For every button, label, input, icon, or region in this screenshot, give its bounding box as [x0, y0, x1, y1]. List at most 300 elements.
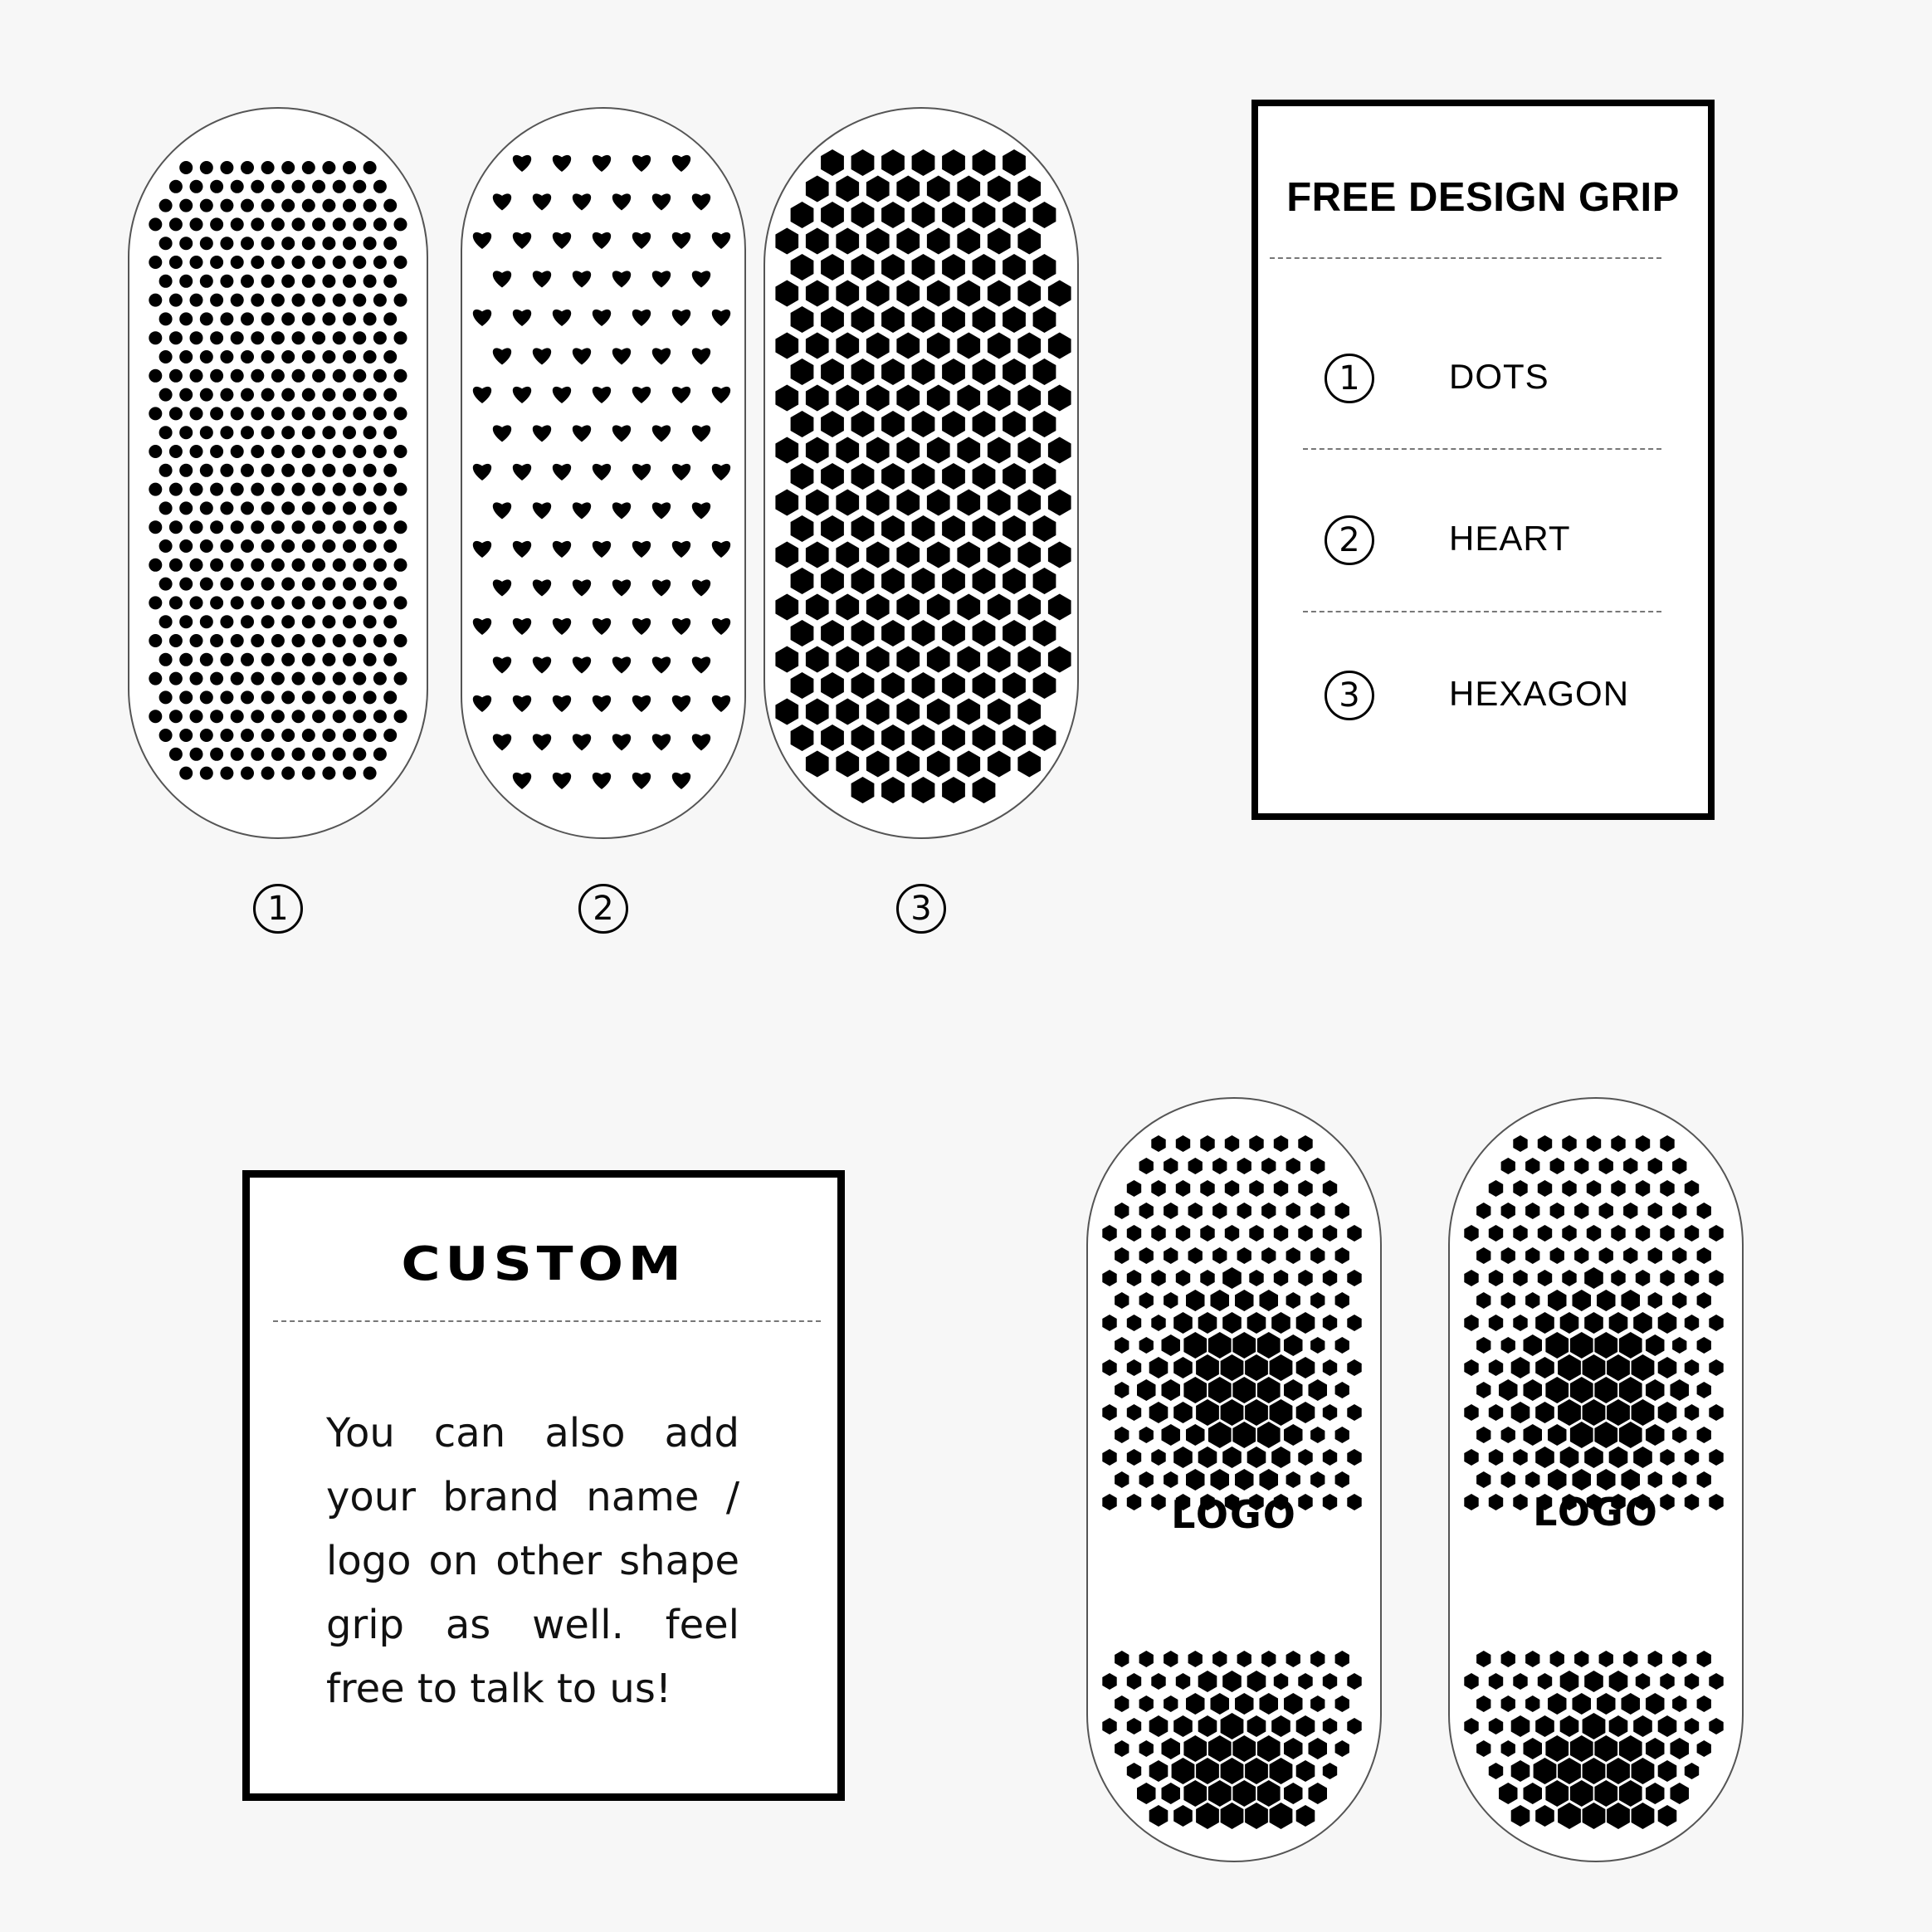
sample-label-dots: 1 [253, 884, 303, 934]
grip-dot [394, 520, 407, 534]
grip-dot [292, 559, 305, 572]
grip-dot [271, 520, 285, 534]
grip-dot [394, 634, 407, 647]
grip-dot [281, 729, 295, 742]
grip-dot [251, 256, 264, 269]
grip-dot [271, 369, 285, 383]
grip-dot [394, 369, 407, 383]
grip-dot [373, 596, 387, 609]
grip-dot [271, 331, 285, 344]
grip-dot [271, 180, 285, 193]
grip-dot [322, 729, 335, 742]
grip-card-title: FREE DESIGN GRIP [1286, 175, 1680, 220]
grip-dot [322, 426, 335, 439]
grip-dot [302, 388, 315, 402]
grip-dot [261, 690, 275, 704]
grip-dot [383, 539, 397, 553]
grip-dot [383, 578, 397, 591]
grip-dot [281, 388, 295, 402]
grip-dot [200, 615, 213, 628]
free-design-grip-card [1251, 100, 1715, 820]
grip-dot [251, 748, 264, 761]
grip-dot [261, 161, 275, 174]
grip-dot [353, 180, 366, 193]
grip-dot [251, 483, 264, 496]
grip-dot [190, 520, 203, 534]
grip-dot [363, 539, 377, 553]
grip-dot [220, 501, 233, 515]
grip-dot [159, 199, 173, 212]
grip-dot [169, 445, 183, 458]
grip-dot [363, 161, 377, 174]
grip-dot [261, 615, 275, 628]
grip-dot [373, 520, 387, 534]
grip-dot [231, 407, 244, 420]
grip-dot [394, 559, 407, 572]
grip-dot [333, 407, 346, 420]
grip-dot [210, 520, 223, 534]
grip-dot [220, 199, 233, 212]
divider [1303, 611, 1661, 612]
grip-dot [394, 407, 407, 420]
grip-dot [312, 748, 325, 761]
grip-dot [220, 464, 233, 477]
grip-dot [322, 161, 335, 174]
grip-dot [383, 426, 397, 439]
grip-dot [292, 672, 305, 685]
grip-dot [190, 634, 203, 647]
grip-dot [159, 578, 173, 591]
grip-dot [353, 748, 366, 761]
grip-dot [373, 217, 387, 231]
divider [273, 1320, 821, 1322]
grip-dot [333, 559, 346, 572]
grip-dot [241, 161, 254, 174]
grip-dot [231, 672, 244, 685]
grip-dot [333, 445, 346, 458]
grip-dot [200, 690, 213, 704]
grip-dot [149, 217, 162, 231]
grip-dot [261, 275, 275, 288]
grip-dot [271, 748, 285, 761]
custom-card-body: You can also add your brand name / logo on other shape grip as well. feel free to talk to us! [326, 1410, 739, 1712]
grip-dot [302, 350, 315, 363]
grip-dot [322, 388, 335, 402]
grip-dot [333, 294, 346, 307]
grip-dot [210, 217, 223, 231]
grip-dot [251, 559, 264, 572]
grip-dot [333, 483, 346, 496]
grip-dot [333, 672, 346, 685]
grip-dot [281, 275, 295, 288]
grip-dot [190, 294, 203, 307]
grip-dot [302, 199, 315, 212]
grip-dot [220, 615, 233, 628]
grip-dot [241, 690, 254, 704]
grip-dot [231, 445, 244, 458]
grip-dot [190, 559, 203, 572]
grip-dot [251, 710, 264, 723]
grip-dot [271, 256, 285, 269]
option-dots [1258, 347, 1708, 413]
grip-dot [220, 388, 233, 402]
grip-dot [343, 199, 356, 212]
option-hexagon [1258, 664, 1708, 730]
grip-dot [373, 672, 387, 685]
grip-dot [281, 312, 295, 325]
grip-dot [169, 407, 183, 420]
grip-dot [149, 559, 162, 572]
grip-dot [312, 256, 325, 269]
grip-dot [302, 275, 315, 288]
grip-dot [241, 539, 254, 553]
grip-dot [373, 407, 387, 420]
grip-dot [200, 199, 213, 212]
grip-dot [394, 710, 407, 723]
grip-dot [363, 275, 377, 288]
grip-dot [210, 294, 223, 307]
grip-dot [363, 199, 377, 212]
grip-dot [231, 331, 244, 344]
grip-dot [373, 369, 387, 383]
grip-dot [373, 180, 387, 193]
grip-dot [322, 539, 335, 553]
grip-dot [322, 615, 335, 628]
grip-dot [241, 388, 254, 402]
grip-dot [159, 690, 173, 704]
grip-dot [343, 426, 356, 439]
grip-dot [200, 767, 213, 780]
sole-dots [129, 108, 427, 838]
grip-dot [343, 275, 356, 288]
grip-dot [363, 426, 377, 439]
grip-dot [190, 748, 203, 761]
grip-dot [149, 634, 162, 647]
grip-dot [159, 350, 173, 363]
grip-dot [190, 369, 203, 383]
grip-dot [169, 331, 183, 344]
grip-dot [251, 634, 264, 647]
grip-dot [373, 559, 387, 572]
grip-dot [179, 501, 193, 515]
grip-dot [210, 710, 223, 723]
grip-dot [271, 672, 285, 685]
grip-dot [302, 426, 315, 439]
grip-dot [200, 501, 213, 515]
grip-dot [241, 199, 254, 212]
grip-dot [159, 237, 173, 250]
grip-dot [261, 653, 275, 666]
grip-dot [210, 748, 223, 761]
grip-dot [383, 501, 397, 515]
grip-dot [281, 539, 295, 553]
grip-dot [169, 748, 183, 761]
grip-dot [149, 483, 162, 496]
grip-dot [261, 199, 275, 212]
grip-dot [312, 520, 325, 534]
grip-dot [179, 539, 193, 553]
grip-dot [394, 445, 407, 458]
grip-dot [343, 350, 356, 363]
grip-dot [394, 483, 407, 496]
grip-dot [322, 653, 335, 666]
grip-dot [251, 520, 264, 534]
grip-dot [200, 539, 213, 553]
grip-dot [312, 634, 325, 647]
grip-dot [220, 275, 233, 288]
grip-dot [241, 615, 254, 628]
grip-dot [261, 350, 275, 363]
grip-dot [333, 256, 346, 269]
grip-dot [200, 161, 213, 174]
grip-dot [353, 559, 366, 572]
grip-dot [343, 578, 356, 591]
grip-dot [271, 634, 285, 647]
grip-dot [383, 690, 397, 704]
grip-dot [322, 199, 335, 212]
grip-dot [292, 634, 305, 647]
grip-dot [312, 331, 325, 344]
grip-dot [251, 672, 264, 685]
grip-dot [241, 426, 254, 439]
grip-dot [179, 237, 193, 250]
sample-label-hexagon: 3 [896, 884, 946, 934]
grip-dot [281, 690, 295, 704]
grip-dot [312, 180, 325, 193]
grip-dot [271, 483, 285, 496]
grip-dot [363, 767, 377, 780]
grip-dot [292, 369, 305, 383]
grip-dot [394, 294, 407, 307]
grip-dot [373, 748, 387, 761]
grip-dot [292, 520, 305, 534]
grip-dot [363, 578, 377, 591]
grip-dot [220, 690, 233, 704]
grip-dot [383, 388, 397, 402]
grip-dot [373, 331, 387, 344]
grip-dot [261, 426, 275, 439]
grip-dot [231, 256, 244, 269]
grip-dot [281, 237, 295, 250]
grip-dot [241, 767, 254, 780]
grip-dot [373, 634, 387, 647]
grip-dot [383, 237, 397, 250]
grip-dot [190, 710, 203, 723]
grip-dot [383, 312, 397, 325]
grip-dot [302, 767, 315, 780]
grip-dot [200, 426, 213, 439]
grip-dot [281, 615, 295, 628]
grip-dot [220, 350, 233, 363]
grip-dot [281, 426, 295, 439]
grip-dot [220, 729, 233, 742]
grip-dot [333, 369, 346, 383]
grip-dot [312, 672, 325, 685]
grip-dot [363, 350, 377, 363]
grip-dot [241, 275, 254, 288]
grip-dot [169, 559, 183, 572]
grip-dot [169, 710, 183, 723]
grip-dot [292, 217, 305, 231]
grip-dot [210, 331, 223, 344]
grip-dot [210, 445, 223, 458]
grip-dot [200, 388, 213, 402]
grip-dot [179, 464, 193, 477]
grip-dot [383, 653, 397, 666]
option-label: HEART [1449, 519, 1571, 558]
grip-dot [190, 596, 203, 609]
grip-dot [292, 710, 305, 723]
grip-dot [241, 237, 254, 250]
grip-dot [149, 369, 162, 383]
grip-dot [231, 483, 244, 496]
grip-dot [261, 729, 275, 742]
grip-dot [190, 180, 203, 193]
grip-dot [343, 615, 356, 628]
grip-dot [281, 767, 295, 780]
grip-dot [281, 161, 295, 174]
custom-card-title: CUSTOM [401, 1237, 686, 1291]
grip-dot [322, 501, 335, 515]
option-label: HEXAGON [1449, 674, 1630, 713]
grip-dot [271, 407, 285, 420]
grip-dot [312, 294, 325, 307]
grip-dot [179, 729, 193, 742]
grip-dot [220, 312, 233, 325]
grip-dot [373, 445, 387, 458]
grip-dot [353, 596, 366, 609]
grip-dot [353, 445, 366, 458]
grip-dot [159, 464, 173, 477]
grip-dot [373, 483, 387, 496]
grip-dot [312, 369, 325, 383]
grip-dot [210, 559, 223, 572]
grip-dot [333, 710, 346, 723]
grip-dot [251, 369, 264, 383]
grip-dot [169, 520, 183, 534]
grip-dot [159, 729, 173, 742]
grip-dot [292, 596, 305, 609]
grip-dot [210, 369, 223, 383]
grip-dot [292, 256, 305, 269]
grip-dot [312, 710, 325, 723]
grip-dot [302, 578, 315, 591]
grip-dot [231, 634, 244, 647]
grip-dot [343, 767, 356, 780]
grip-dot [149, 710, 162, 723]
grip-dot [363, 464, 377, 477]
grip-dot [149, 596, 162, 609]
grip-dot [292, 445, 305, 458]
grip-dot [322, 275, 335, 288]
grip-dot [343, 388, 356, 402]
grip-dot [271, 294, 285, 307]
grip-dot [292, 483, 305, 496]
grip-dot [353, 483, 366, 496]
grip-dot [343, 237, 356, 250]
grip-dot [159, 539, 173, 553]
grip-dot [179, 767, 193, 780]
grip-dot [261, 237, 275, 250]
grip-dot [383, 464, 397, 477]
grip-dot [312, 596, 325, 609]
custom-card [242, 1170, 845, 1801]
grip-dot [179, 578, 193, 591]
grip-dot [169, 256, 183, 269]
grip-dot [302, 690, 315, 704]
grip-dot [179, 312, 193, 325]
sample-label-heart: 2 [578, 884, 628, 934]
grip-dot [190, 407, 203, 420]
grip-dot [373, 256, 387, 269]
grip-dot [353, 331, 366, 344]
grip-dot [159, 615, 173, 628]
grip-dot [261, 539, 275, 553]
grip-dot [190, 672, 203, 685]
grip-dot [343, 501, 356, 515]
grip-dot [169, 634, 183, 647]
grip-dot [251, 294, 264, 307]
grip-dot [383, 350, 397, 363]
grip-dot [179, 653, 193, 666]
grip-dot [210, 256, 223, 269]
grip-dot [231, 596, 244, 609]
grip-dot [231, 748, 244, 761]
grip-dot [343, 161, 356, 174]
grip-dot [210, 672, 223, 685]
grip-dot [333, 331, 346, 344]
grip-dot [292, 180, 305, 193]
grip-dot [231, 559, 244, 572]
grip-dot [159, 388, 173, 402]
grip-dot [251, 596, 264, 609]
grip-dot [159, 501, 173, 515]
grip-dot [353, 294, 366, 307]
grip-dot [169, 483, 183, 496]
grip-dot [159, 312, 173, 325]
grip-dot [261, 501, 275, 515]
grip-dot [394, 217, 407, 231]
grip-dot [353, 634, 366, 647]
grip-dot [333, 217, 346, 231]
grip-dot [241, 312, 254, 325]
grip-dot [210, 407, 223, 420]
grip-dot [200, 312, 213, 325]
grip-dot [322, 578, 335, 591]
grip-dot [363, 388, 377, 402]
grip-dot [179, 388, 193, 402]
grip-dot [261, 464, 275, 477]
grip-dot [220, 767, 233, 780]
grip-dot [271, 596, 285, 609]
grip-dot [271, 710, 285, 723]
grip-dot [292, 331, 305, 344]
grip-dot [333, 596, 346, 609]
grip-dot [363, 653, 377, 666]
grip-dot [363, 237, 377, 250]
grip-dot [231, 710, 244, 723]
grip-dot [302, 653, 315, 666]
grip-dot [200, 653, 213, 666]
grip-dot [169, 369, 183, 383]
grip-dot [220, 161, 233, 174]
grip-dot [241, 578, 254, 591]
grip-dot [241, 350, 254, 363]
grip-dot [343, 690, 356, 704]
grip-dot [373, 294, 387, 307]
grip-dot [210, 483, 223, 496]
grip-dot [200, 350, 213, 363]
